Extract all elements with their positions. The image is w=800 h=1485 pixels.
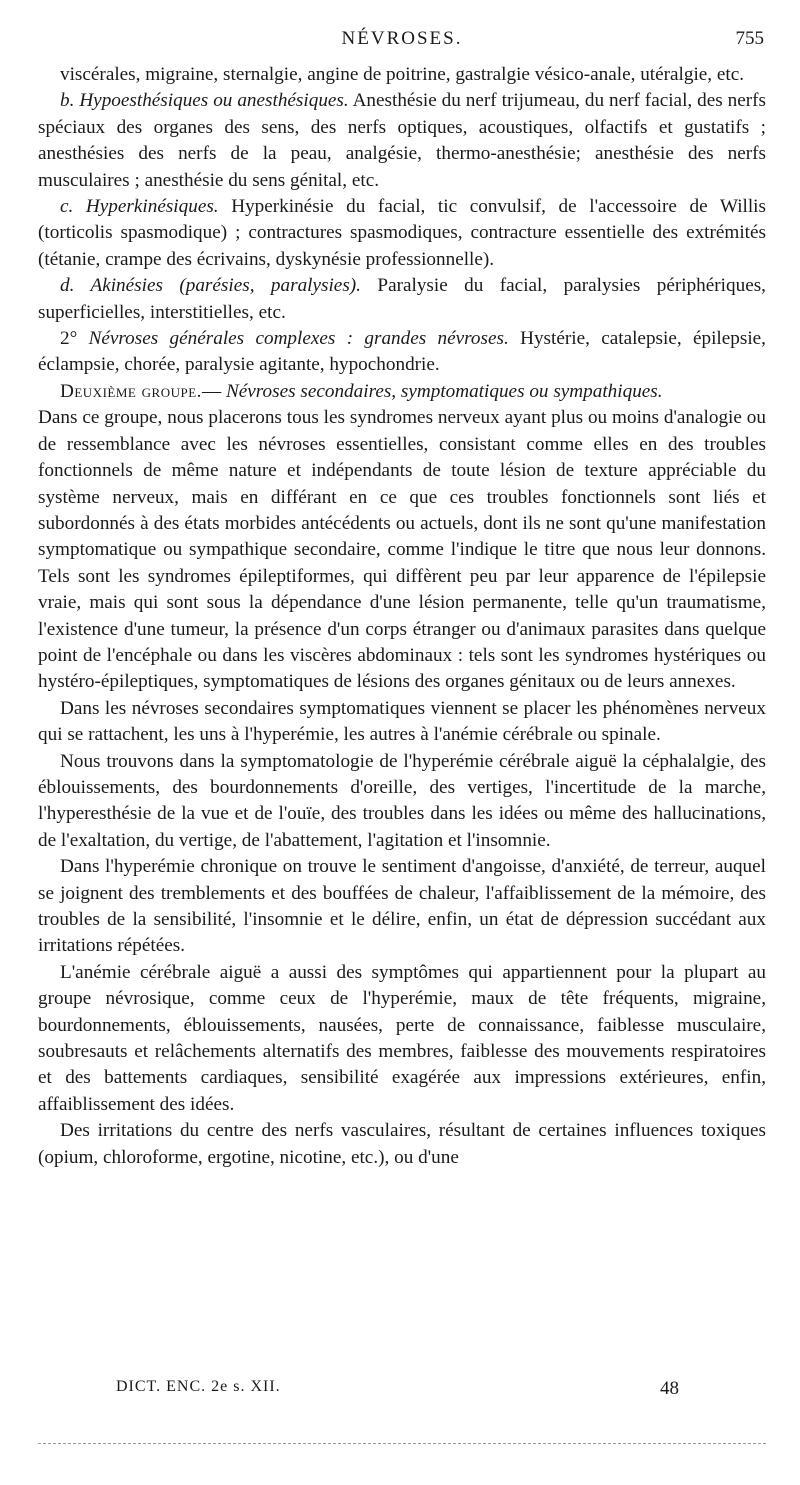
body-text bbox=[38, 62, 766, 1171]
text-run: Dans l'hyperémie chronique on trouve le sentiment d'angoisse, d'anxiété, de terreur, auquel se joignent des tremblements et des bouffées de chaleur, l'affaiblissement de la mémoire, des troubles de la sensibilité, l'insomnie et le délire, enfin, un état de dépression succédant aux irritations répétées. bbox=[38, 856, 766, 957]
signature-mark: DICT. ENC. 2e s. XII. bbox=[116, 1378, 281, 1395]
text-run: Dans les névroses secondaires symptomatiques viennent se placer les phénomènes nerveux qui se rattachent, les uns à l'hyperémie, les autres à l'anémie cérébrale ou spinale. bbox=[38, 697, 766, 746]
italic-run: d. Akinésies (parésies, paralysies). bbox=[60, 275, 361, 297]
text-run: Des irritations du centre des nerfs vasculaires, résultant de certaines influences toxiques (opium, chloroforme, ergotine, nicotine, etc.), ou d'une bbox=[38, 1120, 766, 1168]
italic-run: Névroses secondaires, symptomatiques ou sympathiques. bbox=[225, 380, 663, 402]
paragraph-p4 bbox=[38, 273, 766, 326]
page-footer bbox=[38, 1378, 766, 1402]
italic-run: Névroses générales complexes : grandes névroses. bbox=[88, 328, 509, 350]
paragraph-p1 bbox=[38, 62, 766, 88]
paragraph-p12 bbox=[38, 1118, 766, 1171]
section-label: Deuxième groupe. bbox=[60, 380, 202, 402]
running-title: NÉVROSES. bbox=[341, 28, 463, 49]
running-header bbox=[38, 28, 766, 52]
text-run: Nous trouvons dans la symptomatologie de l'hyperémie cérébrale aiguë la céphalalgie, des éblouissements, des bourdonnements d'oreille, des vertiges, l'incertitude de la marche, l'hyperesthésie de la vue et de l'ouïe, des troubles dans les idées ou même des hallucinations, de l'exaltation, du vertige, de l'abattement, l'agitation et l'insomnie. bbox=[38, 750, 766, 851]
paragraph-p6 bbox=[38, 379, 766, 405]
paragraph-p7 bbox=[38, 405, 766, 695]
italic-run: c. Hyperkinésiques. bbox=[60, 196, 219, 218]
text-run: Dans ce groupe, nous placerons tous les syndromes nerveux ayant plus ou moins d'analogie ou de ressemblance avec les névroses essentielles, consistant comme elles en des troubles fonctionnels de même nature et indépendants de toute lésion de texture appréciable du système nerveux, mais en différant en ce que ces troubles fonctionnels sont liés et subordonnés à des états morbides antécédents ou actuels, dont ils ne sont qu'une manifestation symptomatique ou sympathique secondaire, comme l'indique le titre que nous leur donnons. Tels sont les syndromes épileptiformes, qui diffèrent peu par leur apparence de l'épilepsie vraie, mais qui sont sous la dépendance d'une lésion permanente, telle qu'un traumatisme, l'existence d'une tumeur, la présence d'un corps étranger ou d'animaux parasites dans quelque point de l'encéphale ou dans les viscères abdominaux : tels sont les syndromes hystériques ou hystéro-épileptiques, symptomatiques de lésions des organes génitaux ou de leurs annexes. bbox=[38, 407, 766, 693]
text-run: Hystérie, catalepsie, épilepsie, éclampsie, chorée, paralysie agitante, hypochondrie. bbox=[38, 328, 766, 376]
paragraph-p3 bbox=[38, 194, 766, 273]
text-run: Anesthésie du nerf trijumeau, du nerf facial, des nerfs spéciaux des organes des sens, des nerfs optiques, acoustiques, olfactifs et gustatifs ; anesthésies des nerfs de la peau, analgésie, thermo-anesthésie; anesthésie des nerfs musculaires ; anesthésie du sens génital, etc. bbox=[38, 90, 766, 191]
text-run: 2° bbox=[60, 328, 89, 350]
paragraph-p9 bbox=[38, 749, 766, 855]
page-number: 755 bbox=[735, 28, 764, 49]
text-run: — bbox=[201, 380, 226, 402]
text-run: Hyperkinésie du facial, tic convulsif, de l'accessoire de Willis (torticolis spasmodique) ; contractures spasmodiques, contracture essentielle des extrémités (tétanie, crampe des écrivains, dyskynésie professionnelle). bbox=[38, 196, 766, 270]
paragraph-p2 bbox=[38, 88, 766, 194]
paragraph-p10 bbox=[38, 854, 766, 960]
text-run: L'anémie cérébrale aiguë a aussi des symptômes qui appartiennent pour la plupart au groupe névrosique, comme ceux de l'hyperémie, maux de tête fréquents, migraine, bourdonnements, éblouissements, nausées, perte de connaissance, faiblesse musculaire, soubresauts et relâchements alternatifs des membres, faiblesse des mouvements respiratoires et des battements cardiaques, sensibilité exagérée aux impressions extérieures, enfin, affaiblissement des idées. bbox=[38, 961, 766, 1115]
text-run: Paralysie du facial, paralysies périphériques, superficielles, interstitielles, etc. bbox=[38, 275, 766, 323]
paragraph-p5 bbox=[38, 326, 766, 379]
sheet-number: 48 bbox=[660, 1378, 679, 1399]
bottom-dashed-rule bbox=[38, 1443, 766, 1444]
italic-run: b. Hypoesthésiques ou anesthésiques. bbox=[60, 90, 349, 112]
paragraph-p11 bbox=[38, 960, 766, 1118]
paragraph-p8 bbox=[38, 696, 766, 749]
text-run: viscérales, migraine, sternalgie, angine de poitrine, gastralgie vésico-anale, utéralgie, etc. bbox=[60, 64, 745, 85]
